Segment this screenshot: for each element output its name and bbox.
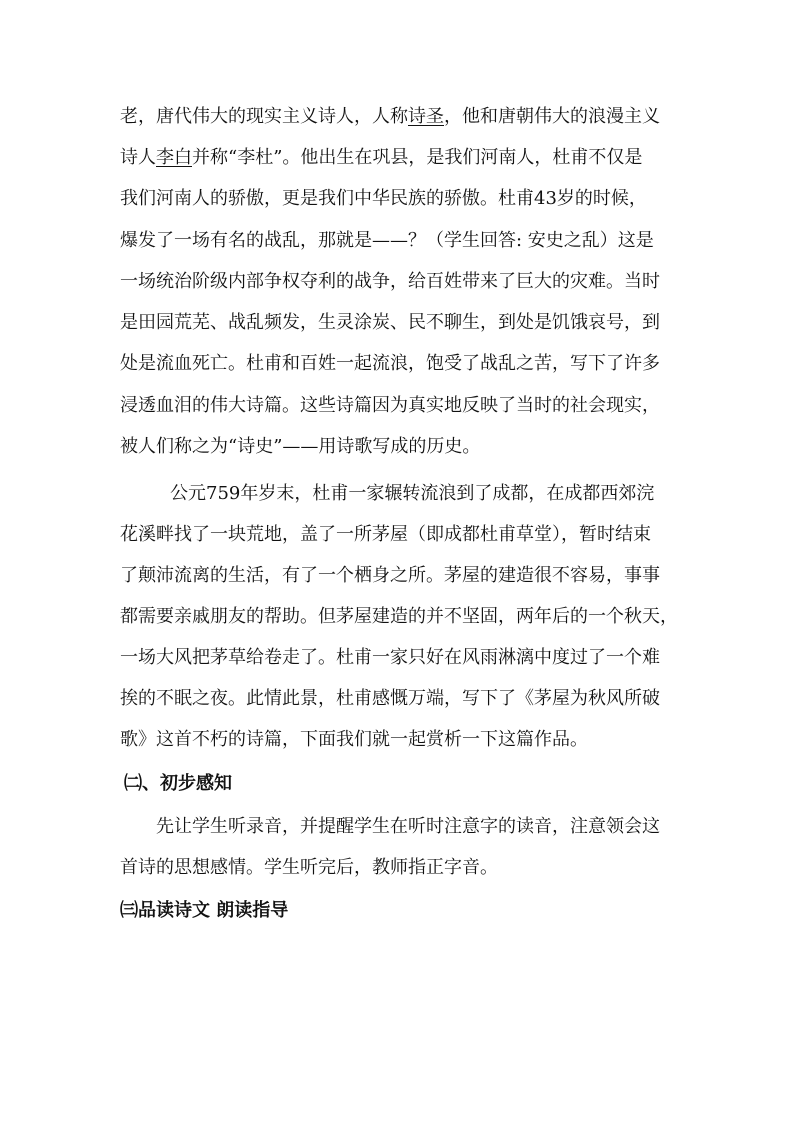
- paragraph-1-line-7: 处是流血死亡。杜甫和百姓一起流浪，饱受了战乱之苦，写下了许多: [120, 353, 660, 374]
- text: 诗人: [120, 147, 156, 168]
- section-3-heading: ㈢品读诗文 朗读指导: [120, 900, 289, 921]
- paragraph-2-line-3: 了颠沛流离的生活，有了一个栖身之所。茅屋的建造很不容易，事事: [120, 565, 660, 586]
- paragraph-1-line-8: 浸透血泪的伟大诗篇。这些诗篇因为真实地反映了当时的社会现实，: [120, 395, 660, 416]
- paragraph-1-line-2: [120, 146, 642, 170]
- paragraph-2-line-1: 公元759年岁末，杜甫一家辗转流浪到了成都，在成都西郊浣: [170, 483, 655, 504]
- paragraph-2-line-7: 歌》这首不朽的诗篇，下面我们就一起赏析一下这篇作品。: [120, 729, 588, 750]
- link-shisheng[interactable]: 诗圣: [408, 106, 444, 127]
- paragraph-1-line-6: 是田园荒芜、战乱频发，生灵涂炭、民不聊生，到处是饥饿哀号，到: [120, 312, 660, 333]
- section-2-line-1: 先让学生听录音，并提醒学生在听时注意字的读音，注意领会这: [156, 816, 660, 837]
- paragraph-2-line-6: 挨的不眠之夜。此情此景，杜甫感慨万端，写下了《茅屋为秋风所破: [120, 688, 660, 709]
- paragraph-1-line-1: [120, 105, 660, 129]
- link-libai[interactable]: 李白: [156, 147, 192, 168]
- paragraph-2-line-4: 都需要亲戚朋友的帮助。但茅屋建造的并不坚固，两年后的一个秋天，: [120, 606, 678, 627]
- paragraph-2-line-5: 一场大风把茅草给卷走了。杜甫一家只好在风雨淋漓中度过了一个难: [120, 647, 660, 668]
- text: 并称“李杜”。他出生在巩县，是我们河南人，杜甫不仅是: [192, 147, 643, 168]
- paragraph-2-line-2: 花溪畔找了一块荒地，盖了一所茅屋（即成都杜甫草堂），暂时结束: [120, 524, 651, 545]
- text: ，他和唐朝伟大的浪漫主义: [444, 106, 660, 127]
- section-2-heading: ㈡、初步感知: [124, 773, 232, 794]
- section-2-line-2: 首诗的思想感情。学生听完后，教师指正字音。: [120, 857, 498, 878]
- paragraph-1-line-5: 一场统治阶级内部争权夺利的战争，给百姓带来了巨大的灾难。当时: [120, 271, 660, 292]
- paragraph-1-line-9: 被人们称之为“诗史”——用诗歌写成的历史。: [120, 436, 481, 457]
- paragraph-1-line-4: 爆发了一场有名的战乱，那就是——？（学生回答: 安史之乱）这是: [120, 230, 654, 251]
- text: 老，唐代伟大的现实主义诗人，人称: [120, 106, 408, 127]
- paragraph-1-line-3: 我们河南人的骄傲，更是我们中华民族的骄傲。杜甫43岁的时候，: [120, 188, 647, 209]
